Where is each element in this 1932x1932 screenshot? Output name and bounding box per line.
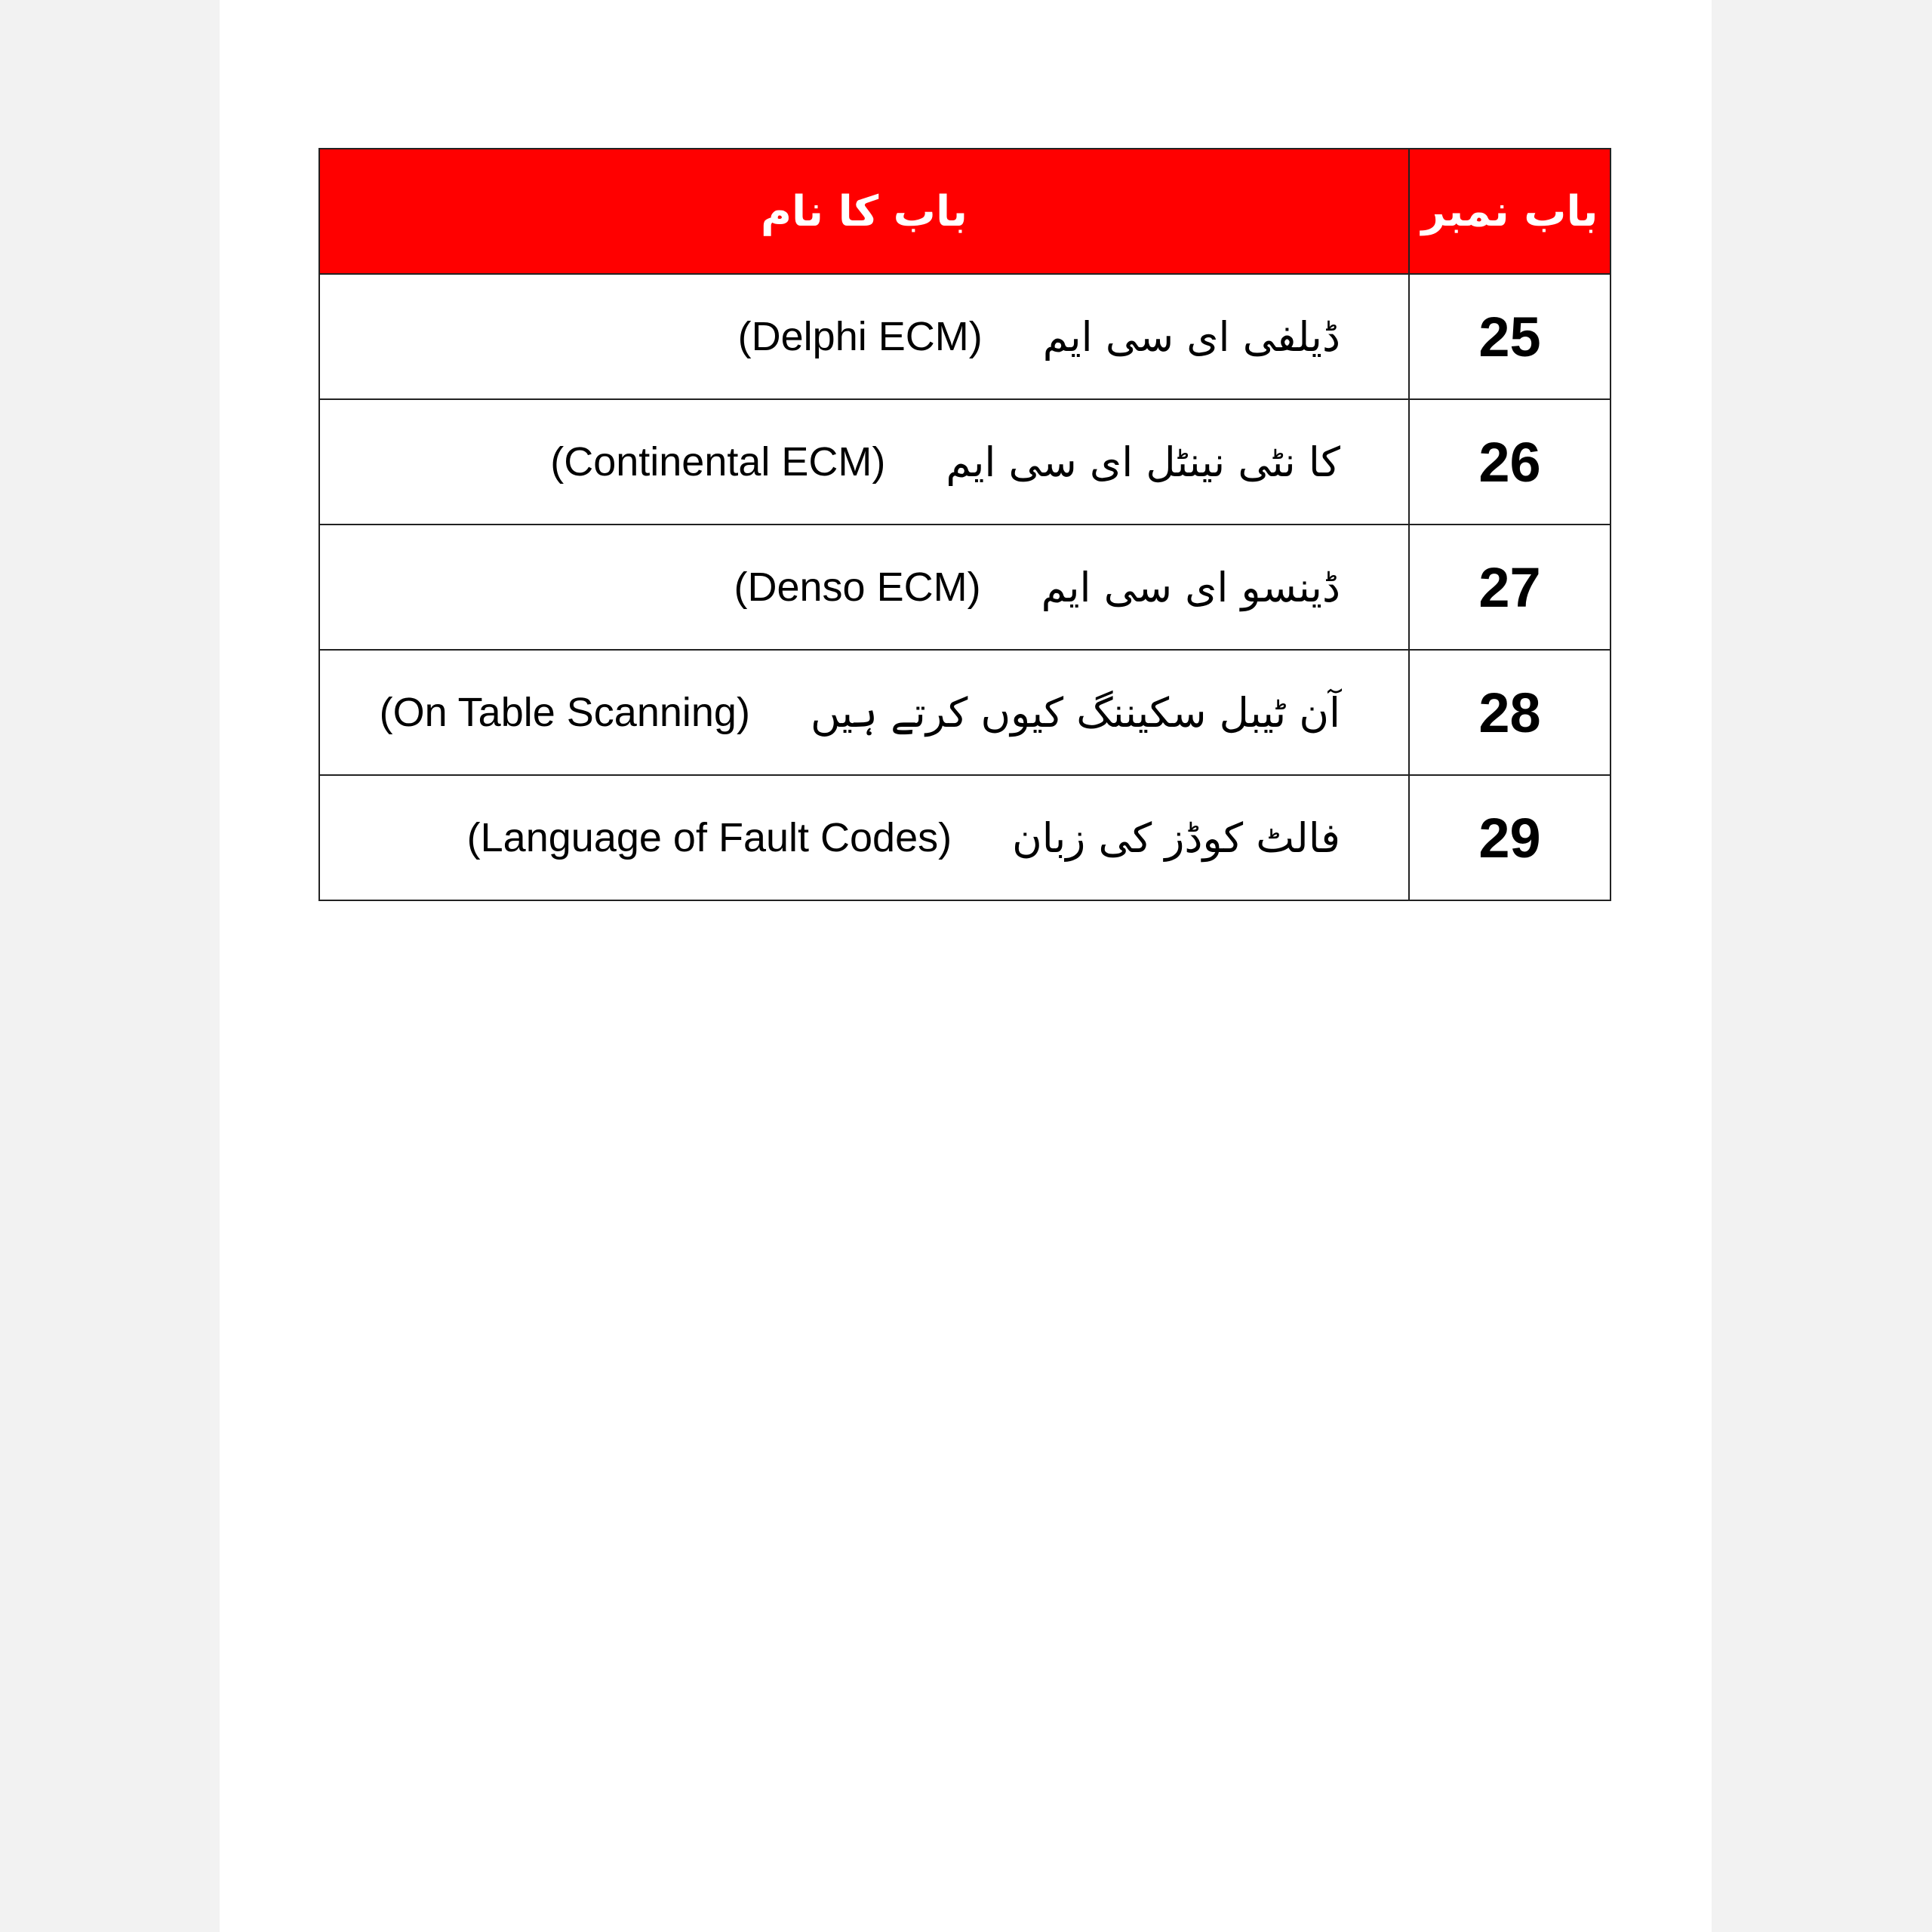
chapter-name-cell <box>319 525 1409 650</box>
table-row <box>319 650 1611 775</box>
chapter-english-title: (Continental ECM) <box>550 439 886 485</box>
table-row <box>319 399 1611 525</box>
chapter-number-cell: 26 <box>1409 399 1611 525</box>
chapter-table <box>318 148 1611 901</box>
chapter-urdu-title: ڈیلفی ای سی ایم <box>1042 312 1340 361</box>
chapter-name-cell <box>319 775 1409 900</box>
chapter-english-title: (Delphi ECM) <box>737 314 983 359</box>
chapter-number-cell: 28 <box>1409 650 1611 775</box>
chapter-english-title: (Language of Fault Codes) <box>466 815 952 860</box>
document-page <box>220 0 1712 1932</box>
chapter-number-cell: 25 <box>1409 274 1611 399</box>
table-row <box>319 525 1611 650</box>
chapter-urdu-title: آن ٹیبل سکیننگ کیوں کرتے ہیں <box>810 688 1340 737</box>
table-row <box>319 775 1611 900</box>
header-chapter-number: باب نمبر <box>1409 149 1611 274</box>
table-row <box>319 274 1611 399</box>
header-chapter-name: باب کا نام <box>319 149 1409 274</box>
table-header-row <box>319 149 1611 274</box>
chapter-name-cell <box>319 399 1409 525</box>
chapter-name-cell <box>319 650 1409 775</box>
chapter-number-cell: 27 <box>1409 525 1611 650</box>
chapter-name-cell <box>319 274 1409 399</box>
chapter-english-title: (Denso ECM) <box>734 565 981 610</box>
chapter-english-title: (On Table Scanning) <box>379 690 750 735</box>
chapter-urdu-title: فالٹ کوڈز کی زبان <box>1012 814 1340 862</box>
chapter-number-cell: 29 <box>1409 775 1611 900</box>
chapter-urdu-title: کا نٹی نینٹل ای سی ایم <box>946 438 1340 486</box>
chapter-urdu-title: ڈینسو ای سی ایم <box>1041 563 1340 611</box>
